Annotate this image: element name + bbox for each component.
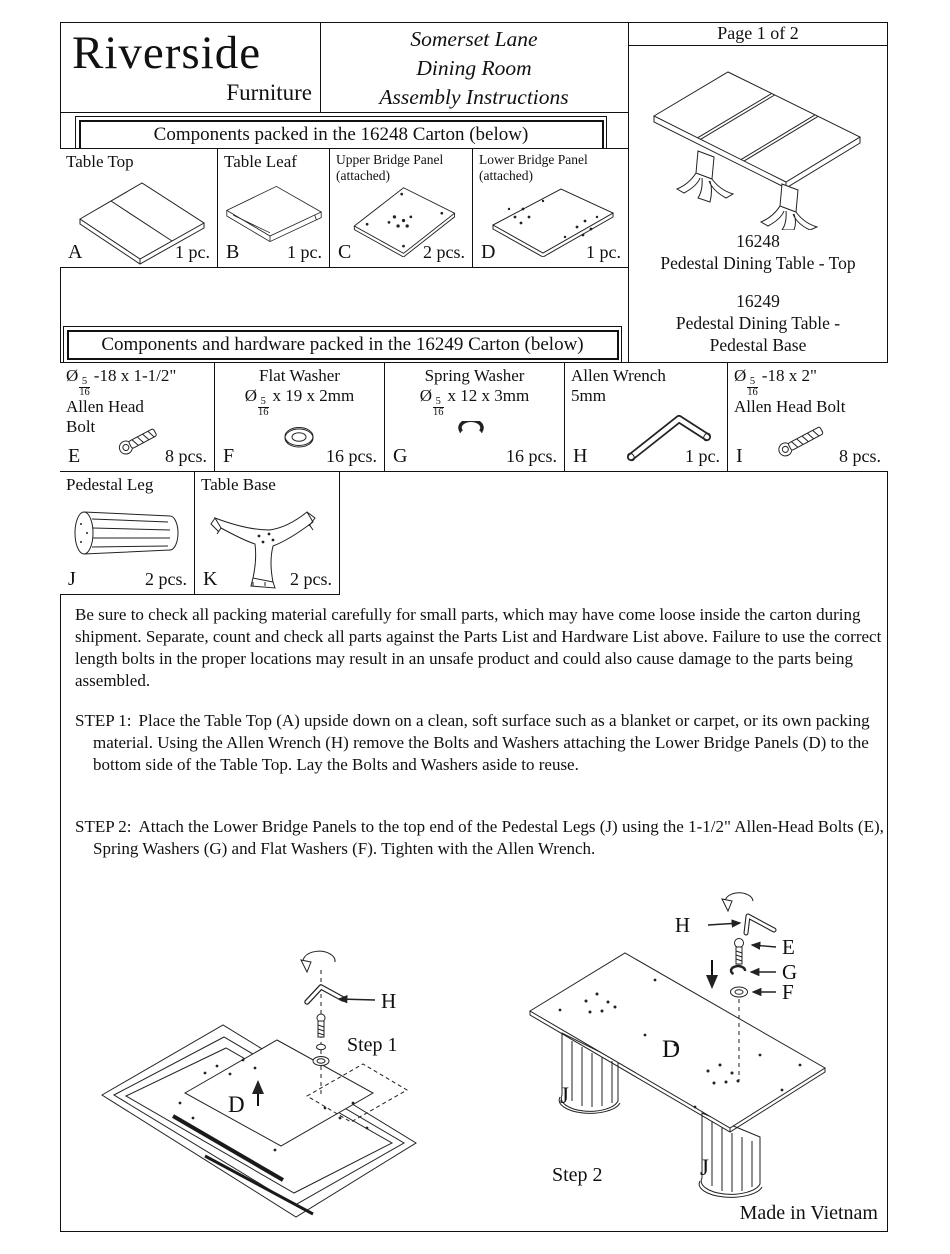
- page-number: Page 1 of 2: [717, 23, 799, 43]
- part-cell-j: [60, 472, 195, 595]
- step2-label-j2: J: [700, 1155, 709, 1180]
- part-j-letter: J: [68, 568, 76, 590]
- part-cell-d: [473, 148, 628, 268]
- step1-label-d: D: [228, 1092, 245, 1117]
- dining-table-illustration: [648, 52, 870, 230]
- allen-head-bolt-icon: [770, 419, 836, 461]
- hardware-i-letter: I: [736, 445, 743, 467]
- brand-sub-label: Furniture: [226, 80, 312, 105]
- part-k-name: Table Base: [201, 475, 276, 494]
- step2-text: Attach the Lower Bridge Panels to the top end of the Pedestal Legs (J) using the 1-1/2" Allen-Head Bolts (E), Spring Washers (G) and Flat Washers (F). Tighten with the Allen Wrench.: [93, 817, 884, 858]
- step2-label-g: G: [782, 960, 798, 984]
- step2-label-h: H: [674, 913, 690, 937]
- spring-washer-icon: [451, 421, 491, 451]
- brand-logo: Riverside: [72, 27, 262, 79]
- hardware-h-letter: H: [573, 445, 588, 467]
- step2-label-e: E: [782, 935, 795, 959]
- hardware-e-qty: 8 pcs.: [165, 446, 207, 466]
- part-cell-c: [330, 148, 473, 268]
- model-name-top: Pedestal Dining Table - Top: [660, 253, 856, 273]
- hardware-cell-i: [728, 362, 888, 472]
- hardware-g-letter: G: [393, 445, 408, 467]
- part-b-name: Table Leaf: [224, 152, 297, 171]
- step1-label: STEP 1:: [75, 711, 132, 730]
- hardware-i-qty: 8 pcs.: [839, 446, 881, 466]
- part-c-letter: C: [338, 241, 352, 263]
- carton-16248-banner-text: Components packed in the 16248 Carton (below): [79, 120, 604, 150]
- hardware-cell-f: [215, 362, 385, 472]
- product-caption-top: [630, 230, 886, 274]
- hardware-h-qty: 1 pc.: [685, 446, 720, 466]
- part-c-name: Upper Bridge Panel (attached): [336, 152, 444, 183]
- warning-paragraph: Be sure to check all packing material carefully for small parts, which may have come loose inside the carton during shipment. Separate, count and check all parts against the Parts List and Hardware List above. Failure to use the correct length bolts in the proper locations may result in an unsafe product and could also cause damage to the parts being assembled.: [75, 605, 882, 690]
- part-a-qty: 1 pc.: [175, 242, 210, 262]
- part-k-qty: 2 pcs.: [290, 569, 332, 589]
- hardware-g-name: Spring Washer Ø $\frac{5}{16}$ x 12 x 3mm: [419, 366, 530, 418]
- step1-diagram: [85, 888, 505, 1236]
- title-line-1: Somerset Lane: [410, 27, 538, 51]
- step2-label-f: F: [782, 980, 794, 1004]
- part-c-qty: 2 pcs.: [423, 242, 465, 262]
- hardware-cell-e: [60, 362, 215, 472]
- product-caption-base: [630, 290, 886, 356]
- hardware-f-qty: 16 pcs.: [326, 446, 377, 466]
- hardware-cell-g: [385, 362, 565, 472]
- flat-washer-icon: [277, 423, 321, 453]
- step2-label-d: D: [662, 1036, 681, 1063]
- document-title: [322, 25, 626, 112]
- step1-caption: Step 1: [347, 1034, 398, 1056]
- step2-paragraph: [75, 816, 887, 860]
- part-b-qty: 1 pc.: [287, 242, 322, 262]
- part-d-qty: 1 pc.: [586, 242, 621, 262]
- title-line-2: Dining Room: [416, 56, 532, 80]
- part-cell-k: [195, 472, 340, 595]
- hardware-h-name: Allen Wrench 5mm: [571, 366, 666, 405]
- step1-text: Place the Table Top (A) upside down on a clean, soft surface such as a blanket or carpet, or its own packing material. Using the Allen Wrench (H) remove the Bolts and Washers attaching the Lower Bridge Panels (D) to the bottom side of the Table Top. Lay the Bolts and Washers aside to reuse.: [93, 711, 870, 774]
- hardware-e-name: Ø $\frac{5}{16}$ -18 x 1-1/2" Allen Head Bolt: [66, 366, 177, 436]
- step2-diagram: [500, 885, 895, 1230]
- part-b-letter: B: [226, 241, 240, 263]
- header-bottom-rule: [60, 112, 628, 113]
- allen-head-bolt-icon: [112, 421, 168, 459]
- carton-16249-banner-text: Components and hardware packed in the 16249 Carton (below): [67, 330, 619, 360]
- model-number-base: 16249: [736, 291, 780, 311]
- table-leaf-illustration: [222, 177, 326, 247]
- step1-label-h: H: [381, 989, 397, 1013]
- carton-16249-banner: [63, 326, 622, 363]
- hardware-cell-h: [565, 362, 728, 472]
- part-d-name: Lower Bridge Panel (attached): [479, 152, 588, 183]
- part-k-letter: K: [203, 568, 218, 590]
- part-a-name: Table Top: [66, 152, 134, 171]
- model-name-base-2: Pedestal Base: [709, 335, 807, 355]
- step1-paragraph: [75, 710, 887, 776]
- made-in-label: Made in Vietnam: [739, 1202, 878, 1224]
- header-divider-2: [628, 22, 629, 362]
- model-number-top: 16248: [736, 231, 780, 251]
- step2-caption: Step 2: [552, 1164, 603, 1186]
- page-label-rule: [628, 45, 888, 46]
- hardware-f-letter: F: [223, 445, 235, 467]
- part-j-name: Pedestal Leg: [66, 475, 154, 494]
- hardware-g-qty: 16 pcs.: [506, 446, 557, 466]
- pedestal-leg-illustration: [68, 502, 186, 564]
- hardware-i-name: Ø $\frac{5}{16}$ -18 x 2" Allen Head Bolt: [734, 366, 846, 416]
- step2-label: STEP 2:: [75, 817, 132, 836]
- part-cell-a: [60, 148, 218, 268]
- part-a-letter: A: [68, 241, 83, 263]
- step2-label-j1: J: [560, 1083, 569, 1108]
- part-j-qty: 2 pcs.: [145, 569, 187, 589]
- model-name-base-1: Pedestal Dining Table -: [675, 313, 841, 333]
- part-cell-b: [218, 148, 330, 268]
- hardware-e-letter: E: [68, 445, 81, 467]
- title-line-3: Assembly Instructions: [379, 85, 569, 109]
- header-divider-1: [320, 22, 321, 113]
- part-d-letter: D: [481, 241, 496, 263]
- hardware-f-name: Flat Washer Ø $\frac{5}{16}$ x 19 x 2mm: [244, 366, 355, 418]
